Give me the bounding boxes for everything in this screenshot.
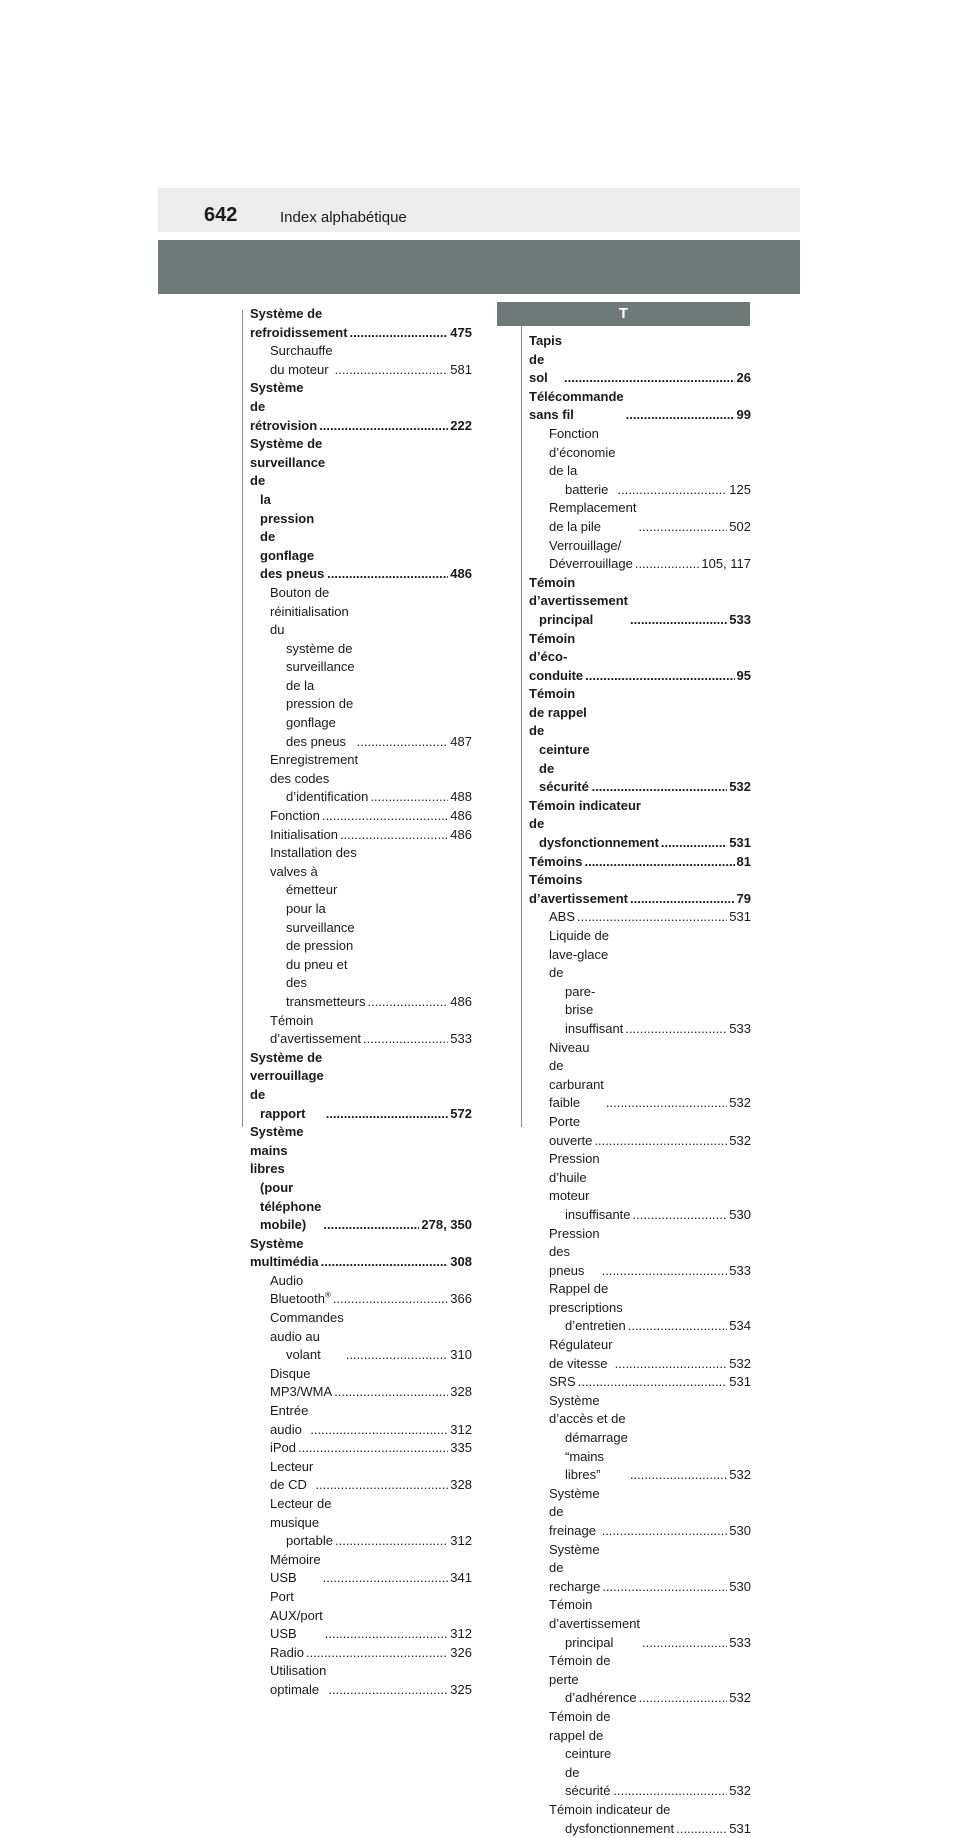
- index-entry: [250, 1235, 472, 1272]
- index-entry-term: [549, 1150, 631, 1224]
- index-entry-term: [270, 1458, 313, 1495]
- index-entry-page: 533: [729, 1262, 751, 1281]
- index-entry-line: Témoin de rappel de: [549, 1708, 611, 1745]
- index-entry: [250, 305, 472, 342]
- index-entry-page: 326: [450, 1644, 472, 1663]
- index-entry-line: insuffisante: [549, 1206, 631, 1225]
- index-entry-line: Port AUX/port USB: [270, 1588, 323, 1644]
- index-entry-line: Témoin d’éco-conduite: [529, 630, 583, 686]
- dot-leader: [626, 406, 735, 425]
- index-entry-term: [270, 1309, 344, 1365]
- dot-leader: [322, 807, 448, 826]
- dot-leader: [370, 788, 448, 807]
- index-entry-line: Enregistrement des codes: [270, 751, 368, 788]
- dot-leader: [340, 826, 448, 845]
- dot-leader: [326, 1105, 449, 1124]
- index-entry-line: Surchauffe du moteur: [270, 342, 333, 379]
- index-entry-page: 310: [450, 1346, 472, 1365]
- index-entry-page: 533: [729, 1020, 751, 1039]
- index-entry-term: [270, 1551, 321, 1588]
- index-entry-term: [549, 1596, 640, 1652]
- index-entry-term: [270, 844, 365, 1011]
- index-entry-line: Initialisation: [270, 826, 338, 845]
- index-entry-term: [549, 1392, 628, 1485]
- index-entry-line: Lecteur de CD: [270, 1458, 313, 1495]
- index-entry-term: [250, 435, 325, 584]
- index-entry-line: dysfonctionnement: [529, 834, 659, 853]
- index-entry-page: 534: [729, 1317, 751, 1336]
- index-entry-line: Pression des pneus: [549, 1225, 600, 1281]
- dot-leader: [602, 1262, 728, 1281]
- index-entry-page: 488: [450, 788, 472, 807]
- dot-leader: [625, 1020, 727, 1039]
- index-entry-page: 486: [450, 993, 472, 1012]
- dot-leader: [606, 1094, 727, 1113]
- index-entry-term: [549, 927, 623, 1039]
- dot-leader: [639, 1689, 728, 1708]
- index-entry-page: 532: [729, 1782, 751, 1801]
- index-entry-page: 530: [729, 1206, 751, 1225]
- index-entry: [529, 871, 751, 908]
- index-entry-page: 486: [450, 807, 472, 826]
- dot-leader: [594, 1132, 727, 1151]
- index-entry: [250, 342, 472, 379]
- index-entry-line: portable: [270, 1532, 333, 1551]
- index-entry-page: 79: [737, 890, 751, 909]
- index-entry: [250, 584, 472, 751]
- index-entry: [529, 1039, 751, 1113]
- index-entry-line: pare-brise insuffisant: [549, 983, 623, 1039]
- index-entry-line: (pour téléphone: [250, 1179, 321, 1216]
- index-entry-line: principal: [529, 611, 628, 630]
- index-entry-line: Niveau de carburant faible: [549, 1039, 604, 1113]
- index-entry: [529, 574, 751, 630]
- index-entry-line: Lecteur de musique: [270, 1495, 333, 1532]
- index-entry-page: 581: [450, 361, 472, 380]
- index-entry: [250, 844, 472, 1011]
- index-entry-line: Système de recharge: [549, 1541, 600, 1597]
- index-entry: [250, 807, 472, 826]
- index-entry-term: [549, 1652, 637, 1708]
- dot-leader: [363, 1030, 448, 1049]
- index-entry-page: 95: [737, 667, 751, 686]
- index-entry-term: [270, 826, 338, 845]
- dot-leader: [335, 1532, 448, 1551]
- index-entry-line: batterie: [549, 481, 615, 500]
- index-entry-term: [529, 332, 562, 388]
- index-entry-line: iPod: [270, 1439, 296, 1458]
- dot-leader: [630, 890, 735, 909]
- index-entry-line: volant: [270, 1346, 344, 1365]
- index-entry: [529, 537, 751, 556]
- dot-leader: [564, 369, 735, 388]
- index-entry: [250, 751, 472, 807]
- index-entry-line: Système de verrouillage de: [250, 1049, 324, 1105]
- index-entry-term: [549, 1373, 576, 1392]
- dot-leader: [323, 1569, 449, 1588]
- index-entry-line: Installation des valves à: [270, 844, 365, 881]
- index-entry-page: 487: [450, 733, 472, 752]
- index-entry-line: Tapis de sol: [529, 332, 562, 388]
- index-entry-line: d’identification: [270, 788, 368, 807]
- dot-leader: [585, 667, 734, 686]
- dot-leader: [613, 1782, 727, 1801]
- index-entry-line: Système d’accès et de: [549, 1392, 628, 1429]
- dot-leader: [615, 1355, 728, 1374]
- index-entry: [250, 379, 472, 435]
- index-entry-line: Système multimédia: [250, 1235, 319, 1272]
- index-entry-page: 532: [729, 778, 751, 797]
- index-entry: [529, 332, 751, 388]
- index-entry-page: 335: [450, 1439, 472, 1458]
- index-entry-page: 312: [450, 1421, 472, 1440]
- index-entry-page: 532: [729, 1689, 751, 1708]
- dot-leader: [584, 853, 734, 872]
- index-entry-term: [270, 1495, 333, 1551]
- index-entry-line: rapport: [250, 1105, 324, 1124]
- index-entry-term: [549, 1801, 674, 1838]
- index-entry-line: Témoin d’avertissement: [270, 1012, 361, 1049]
- index-entry-line: Témoin d’avertissement: [529, 574, 628, 611]
- index-entry-line: Disque MP3/WMA: [270, 1365, 332, 1402]
- index-entry: [250, 1439, 472, 1458]
- index-entry-page: 533: [450, 1030, 472, 1049]
- index-entry: [529, 499, 751, 536]
- index-entry: [250, 1662, 472, 1699]
- index-entry-line: principal: [549, 1634, 640, 1653]
- index-entry-line: surveillance de pression: [270, 919, 365, 956]
- index-entry-line: Témoin indicateur de: [529, 797, 659, 834]
- dot-leader: [310, 1421, 448, 1440]
- index-entry-term: [270, 1272, 331, 1309]
- index-entry-term: [549, 425, 615, 499]
- column-divider-left: [242, 310, 243, 1127]
- index-entry-page: 572: [450, 1105, 472, 1124]
- index-entry-term: [250, 1235, 319, 1272]
- index-entry-line: SRS: [549, 1373, 576, 1392]
- section-title: Index alphabétique: [280, 208, 407, 228]
- index-entry-line: Pression d’huile moteur: [549, 1150, 631, 1206]
- index-entry: [529, 388, 751, 425]
- index-entry-line: Radio: [270, 1644, 304, 1663]
- index-entry-line: Système de rétrovision: [250, 379, 317, 435]
- index-entry-term: [270, 1365, 332, 1402]
- index-entry-page: 312: [450, 1625, 472, 1644]
- index-entry-line: Système de freinage: [549, 1485, 600, 1541]
- index-entry-page: 125: [729, 481, 751, 500]
- index-entry-page: 475: [450, 324, 472, 343]
- index-column-left: [250, 305, 472, 1700]
- index-entry-term: [270, 807, 320, 826]
- index-entry-line: Bouton de réinitialisation du: [270, 584, 355, 640]
- index-entry-term: [250, 1049, 324, 1123]
- index-entry-line: la pression de gonflage: [250, 491, 325, 565]
- index-entry-page: 312: [450, 1532, 472, 1551]
- index-entry-line: Déverrouillage: [549, 555, 633, 574]
- dot-leader: [630, 611, 727, 630]
- index-entry-line: Porte ouverte: [549, 1113, 592, 1150]
- dot-leader: [323, 1216, 419, 1235]
- index-entry-page: 532: [729, 1094, 751, 1113]
- index-entry-page: 325: [450, 1681, 472, 1700]
- index-entry-line: système de surveillance: [270, 640, 355, 677]
- dot-leader: [333, 1290, 448, 1309]
- index-entry-line: Témoins d’avertissement: [529, 871, 628, 908]
- index-entry-page: 222: [450, 417, 472, 436]
- index-entry-term: [270, 1402, 308, 1439]
- index-entry: [529, 797, 751, 853]
- dot-leader: [319, 417, 448, 436]
- index-entry: [250, 1551, 472, 1588]
- index-entry-term: [549, 499, 636, 536]
- index-entry-page: 81: [737, 853, 751, 872]
- column-divider-middle: [521, 310, 522, 1127]
- index-entry-line: Audio Bluetooth®: [270, 1272, 331, 1309]
- index-entry-page: 531: [729, 834, 751, 853]
- index-entry-line: Entrée audio: [270, 1402, 308, 1439]
- index-entry: [529, 1485, 751, 1541]
- index-entry-term: [549, 1708, 611, 1801]
- letter-tab-t: T: [497, 302, 750, 326]
- index-entry: [250, 1495, 472, 1551]
- index-entry: [529, 1336, 751, 1373]
- index-entry-page: 530: [729, 1522, 751, 1541]
- index-entry: [529, 1113, 751, 1150]
- index-entry: [529, 1225, 751, 1281]
- index-entry-page: 366: [450, 1290, 472, 1309]
- index-entry: [250, 1402, 472, 1439]
- index-entry-term: [549, 1541, 600, 1597]
- index-entry: [529, 1541, 751, 1597]
- index-entry-term: [529, 797, 659, 853]
- dot-leader: [661, 834, 727, 853]
- index-entry-page: 341: [450, 1569, 472, 1588]
- index-entry: [250, 435, 472, 584]
- index-entry-page: 99: [737, 406, 751, 425]
- index-entry-line: mobile): [250, 1216, 321, 1235]
- index-entry-term: [270, 751, 368, 807]
- index-entry-term: [549, 1225, 600, 1281]
- dot-leader: [334, 1383, 448, 1402]
- index-entry-line: Témoin d’avertissement: [549, 1596, 640, 1633]
- index-entry-page: 530: [729, 1578, 751, 1597]
- index-entry: [529, 630, 751, 686]
- index-entry-term: [270, 1644, 304, 1663]
- index-entry-term: [549, 908, 575, 927]
- index-entry-page: 308: [450, 1253, 472, 1272]
- index-entry-term: [250, 1123, 321, 1235]
- page-number: 642: [204, 203, 237, 227]
- dot-leader: [315, 1476, 448, 1495]
- dot-leader: [357, 733, 449, 752]
- index-entry-line: transmetteurs: [270, 993, 365, 1012]
- index-entry: [250, 1458, 472, 1495]
- index-entry-page: 533: [729, 1634, 751, 1653]
- index-entry-line: Liquide de lave-glace de: [549, 927, 623, 983]
- index-entry-term: [250, 305, 348, 342]
- header-band: [158, 188, 800, 232]
- index-entry-term: [270, 1662, 326, 1699]
- dot-leader: [578, 1373, 728, 1392]
- index-entry-line: démarrage “mains libres”: [549, 1429, 628, 1485]
- index-entry-line: des pneus: [270, 733, 355, 752]
- index-entry-line: Système de surveillance de: [250, 435, 325, 491]
- index-entry-line: Commandes audio au: [270, 1309, 344, 1346]
- index-entry-line: Télécommande sans fil: [529, 388, 624, 425]
- index-entry-page: 532: [729, 1355, 751, 1374]
- dot-leader: [350, 324, 449, 343]
- dot-leader: [602, 1522, 728, 1541]
- index-entry-term: [270, 1012, 361, 1049]
- index-entry: [529, 1280, 751, 1336]
- index-entry-page: 26: [737, 369, 751, 388]
- index-entry-page: 328: [450, 1476, 472, 1495]
- dot-leader: [602, 1578, 727, 1597]
- index-entry-page: 531: [729, 1820, 751, 1838]
- index-entry-term: [270, 584, 355, 751]
- index-entry: [529, 927, 751, 1039]
- dot-leader: [617, 481, 727, 500]
- index-entry: [529, 1596, 751, 1652]
- decorative-band: [158, 240, 800, 294]
- index-entry: [529, 1392, 751, 1485]
- dot-leader: [635, 555, 700, 574]
- index-entry: [529, 1373, 751, 1392]
- index-entry-term: [529, 388, 624, 425]
- index-entry: [250, 1272, 472, 1309]
- index-entry-term: [529, 574, 628, 630]
- index-entry-line: émetteur pour la: [270, 881, 365, 918]
- dot-leader: [327, 565, 448, 584]
- index-entry-page: 105, 117: [701, 555, 751, 574]
- index-entry-term: [549, 1336, 613, 1373]
- index-entry-line: de la pression de gonflage: [270, 677, 355, 733]
- index-entry-page: 486: [450, 565, 472, 584]
- index-entry-page: 531: [729, 908, 751, 927]
- dot-leader: [335, 361, 449, 380]
- index-entry-line: Remplacement de la pile: [549, 499, 636, 536]
- dot-leader: [306, 1644, 448, 1663]
- index-entry-line: Témoin de rappel de: [529, 685, 590, 741]
- index-entry: [529, 425, 751, 499]
- index-entry-term: [250, 379, 317, 435]
- index-entry-line: des pneus: [250, 565, 325, 584]
- dot-leader: [577, 908, 727, 927]
- index-entry-page: 533: [729, 611, 751, 630]
- index-entry-line: Système mains libres: [250, 1123, 321, 1179]
- index-entry-line: ceinture de sécurité: [549, 1745, 611, 1801]
- index-entry: [529, 555, 751, 574]
- index-entry-term: [529, 630, 583, 686]
- index-entry-line: dysfonctionnement: [549, 1820, 674, 1838]
- dot-leader: [638, 518, 727, 537]
- dot-leader: [325, 1625, 449, 1644]
- dot-leader: [298, 1439, 448, 1458]
- index-entry: [250, 1123, 472, 1235]
- index-entry-term: [549, 1113, 592, 1150]
- index-entry-line: Fonction d’économie de la: [549, 425, 615, 481]
- index-entry-term: [270, 1439, 296, 1458]
- dot-leader: [346, 1346, 449, 1365]
- index-entry: [250, 1644, 472, 1663]
- index-entry-page: 278, 350: [421, 1216, 472, 1235]
- index-entry-page: 328: [450, 1383, 472, 1402]
- index-entry-line: Témoin de perte: [549, 1652, 637, 1689]
- index-entry: [529, 1708, 751, 1801]
- index-entry-line: Rappel de prescriptions: [549, 1280, 626, 1317]
- index-entry-page: 531: [729, 1373, 751, 1392]
- dot-leader: [592, 778, 728, 797]
- index-entry: [250, 1588, 472, 1644]
- index-entry-page: 486: [450, 826, 472, 845]
- index-entry: [250, 1309, 472, 1365]
- index-entry-term: [549, 537, 621, 556]
- index-entry-line: du pneu et des: [270, 956, 365, 993]
- dot-leader: [328, 1681, 448, 1700]
- index-entry-term: [549, 1280, 626, 1336]
- index-entry-page: 502: [729, 518, 751, 537]
- index-entry: [529, 853, 751, 872]
- index-entry-term: [549, 1485, 600, 1541]
- index-entry: [250, 1365, 472, 1402]
- index-entry-line: Utilisation optimale: [270, 1662, 326, 1699]
- index-entry-term: [529, 871, 628, 908]
- index-entry: [250, 826, 472, 845]
- index-entry-line: Témoins: [529, 853, 582, 872]
- index-entry-term: [529, 853, 582, 872]
- index-entry-term: [270, 342, 333, 379]
- index-entry-term: [270, 1588, 323, 1644]
- index-entry: [529, 908, 751, 927]
- dot-leader: [633, 1206, 728, 1225]
- index-entry: [250, 1049, 472, 1123]
- index-entry-line: Système de refroidissement: [250, 305, 348, 342]
- dot-leader: [676, 1820, 727, 1838]
- index-entry-term: [529, 685, 590, 797]
- index-entry-line: Verrouillage/: [549, 537, 621, 556]
- index-entry-term: [549, 555, 633, 574]
- index-entry: [529, 1652, 751, 1708]
- index-entry-page: 532: [729, 1132, 751, 1151]
- index-entry-line: d’entretien: [549, 1317, 626, 1336]
- dot-leader: [628, 1317, 728, 1336]
- index-entry-line: Régulateur de vitesse: [549, 1336, 613, 1373]
- index-entry-line: Mémoire USB: [270, 1551, 321, 1588]
- index-entry-page: 532: [729, 1466, 751, 1485]
- dot-leader: [642, 1634, 727, 1653]
- dot-leader: [630, 1466, 727, 1485]
- index-entry-line: d’adhérence: [549, 1689, 637, 1708]
- index-entry-term: [549, 1039, 604, 1113]
- index-entry-line: ceinture de sécurité: [529, 741, 590, 797]
- index-entry: [529, 1801, 751, 1838]
- index-entry-line: Fonction: [270, 807, 320, 826]
- index-entry: [250, 1012, 472, 1049]
- index-column-right: [529, 332, 751, 1838]
- dot-leader: [321, 1253, 449, 1272]
- index-entry-line: ABS: [549, 908, 575, 927]
- index-entry: [529, 1150, 751, 1224]
- dot-leader: [367, 993, 448, 1012]
- index-entry-line: Témoin indicateur de: [549, 1801, 674, 1820]
- index-entry: [529, 685, 751, 797]
